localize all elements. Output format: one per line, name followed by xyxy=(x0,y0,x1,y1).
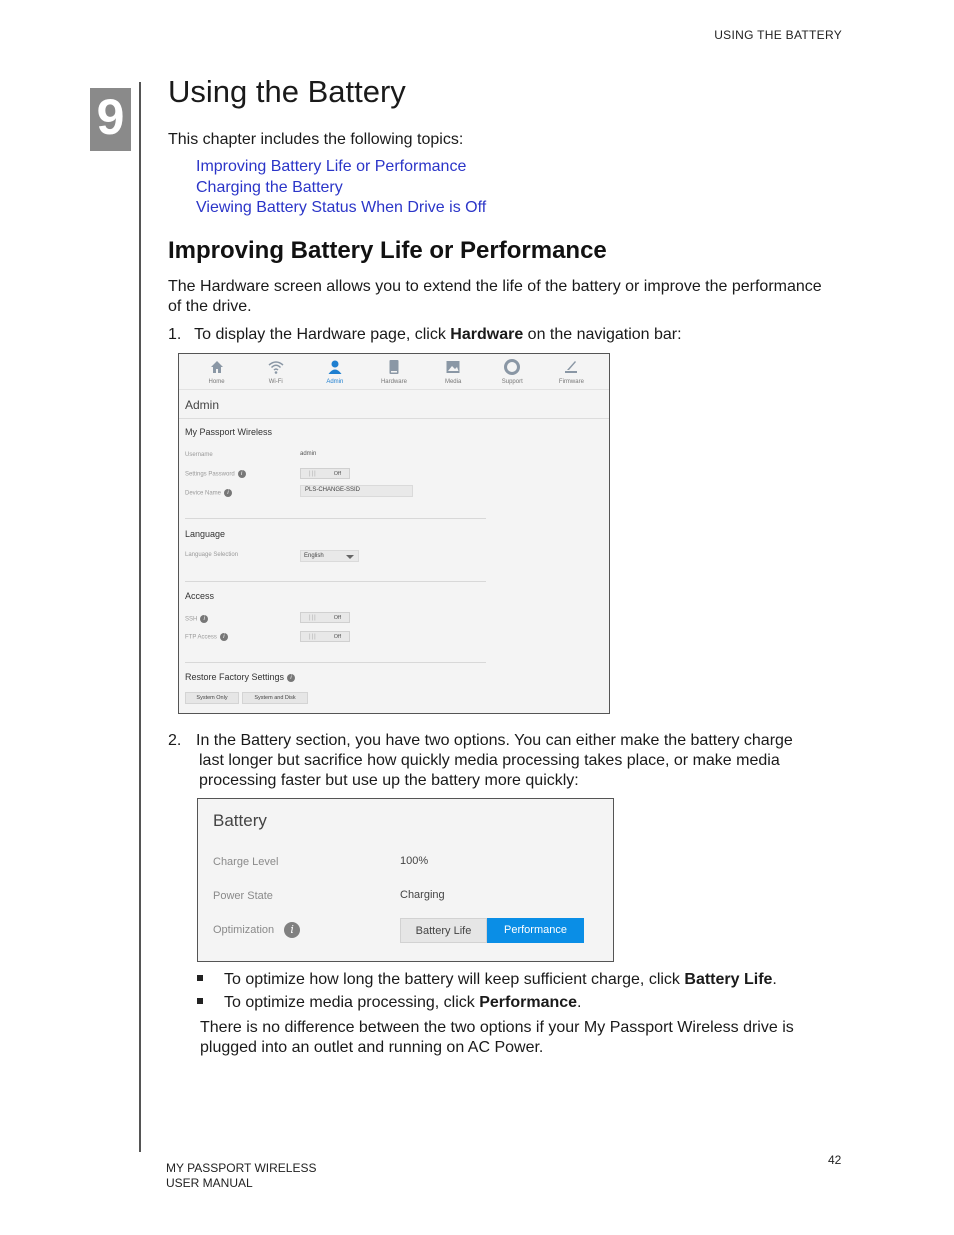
bullet-text: To optimize media processing, click xyxy=(224,994,475,1011)
toc-link-charging[interactable]: Charging the Battery xyxy=(196,178,343,196)
bullet-item xyxy=(224,993,582,1013)
step-2 xyxy=(168,731,858,791)
chapter-tab xyxy=(90,88,131,151)
running-head: USING THE BATTERY xyxy=(714,28,842,42)
step-text: To display the Hardware page, click xyxy=(194,326,446,343)
bullet-bold: Performance xyxy=(479,994,578,1011)
topic-list xyxy=(196,157,486,219)
nav-label: Admin xyxy=(326,379,344,385)
restore-section-title xyxy=(185,672,295,682)
ssh-toggle[interactable] xyxy=(300,612,350,623)
footer-product: MY PASSPORT WIRELESS xyxy=(166,1161,317,1175)
ftp-toggle[interactable] xyxy=(300,631,350,642)
toggle-state: Off xyxy=(333,634,341,640)
wifi-icon xyxy=(268,359,284,375)
device-name-text: Device Name xyxy=(185,490,222,497)
section-paragraph-line: The Hardware screen allows you to extend the life of the battery or improve the performance xyxy=(168,278,822,295)
divider xyxy=(185,518,486,519)
system-only-button[interactable]: System Only xyxy=(185,692,239,704)
settings-password-toggle[interactable] xyxy=(300,468,350,479)
nav-label: Firmware xyxy=(558,379,584,385)
nav-item-media[interactable] xyxy=(427,354,479,389)
step-text: last longer but sacrifice how quickly media processing takes place, or make media xyxy=(199,752,780,769)
step-text: on the navigation bar: xyxy=(527,326,682,343)
language-select[interactable] xyxy=(300,550,359,562)
nav-item-firmware[interactable] xyxy=(545,354,597,389)
bullet-text: . xyxy=(577,994,582,1011)
step-1 xyxy=(168,325,682,345)
footer xyxy=(166,1161,317,1191)
step-text: In the Battery section, you have two options. You can either make the battery charge xyxy=(196,732,793,749)
bullet-item xyxy=(224,970,777,990)
info-icon[interactable]: i xyxy=(220,633,228,641)
step-number: 2. xyxy=(168,732,182,749)
bullet-square-icon xyxy=(197,998,203,1004)
restore-text: Restore Factory Settings xyxy=(185,672,285,682)
hardware-icon xyxy=(386,359,402,375)
section-paragraph xyxy=(168,277,848,317)
toggle-grip: ||| xyxy=(309,634,317,640)
chapter-number: 9 xyxy=(96,89,125,145)
nav-label: Home xyxy=(208,379,225,385)
step-number: 1. xyxy=(168,326,182,343)
note-line: There is no difference between the two options if your My Passport Wireless drive is xyxy=(200,1019,794,1036)
battery-title: Battery xyxy=(213,811,267,830)
note-paragraph xyxy=(200,1018,860,1058)
power-state-label: Power State xyxy=(213,890,273,902)
firmware-icon xyxy=(563,359,579,375)
margin-rule xyxy=(139,82,141,1152)
ftp-label xyxy=(185,633,228,641)
ssh-label xyxy=(185,615,208,623)
page-number: 42 xyxy=(828,1153,842,1167)
ssh-text: SSH xyxy=(185,616,198,623)
admin-page-title: Admin xyxy=(185,398,220,412)
home-icon xyxy=(209,359,225,375)
info-icon[interactable]: i xyxy=(200,615,208,623)
nav-label: Wi-Fi xyxy=(268,379,283,385)
username-value: admin xyxy=(300,451,317,457)
info-icon[interactable]: i xyxy=(284,922,300,938)
toggle-state: Off xyxy=(333,615,341,621)
power-state-value: Charging xyxy=(400,889,445,901)
nav-label: Media xyxy=(444,379,462,385)
optimization-label xyxy=(213,922,300,938)
settings-password-text: Settings Password xyxy=(185,471,235,478)
charge-level-label: Charge Level xyxy=(213,856,279,868)
battery-life-button[interactable]: Battery Life xyxy=(400,918,487,943)
footer-manual: USER MANUAL xyxy=(166,1176,253,1190)
divider xyxy=(185,662,486,663)
device-name-label xyxy=(185,489,232,497)
info-icon[interactable]: i xyxy=(287,674,295,682)
system-and-disk-button[interactable]: System and Disk xyxy=(242,692,308,704)
section-heading: Improving Battery Life or Performance xyxy=(168,237,607,264)
nav-bar xyxy=(179,354,609,390)
section-paragraph-line: of the drive. xyxy=(168,298,252,315)
divider xyxy=(179,418,609,419)
access-section-title: Access xyxy=(185,591,215,601)
user-icon xyxy=(327,359,343,375)
media-icon xyxy=(445,359,461,375)
ftp-text: FTP Access xyxy=(185,634,217,641)
language-value: English xyxy=(304,553,324,559)
username-label: Username xyxy=(185,452,213,458)
language-section-title: Language xyxy=(185,529,226,539)
lifebuoy-icon xyxy=(504,359,520,375)
device-section-title: My Passport Wireless xyxy=(185,427,273,437)
info-icon[interactable]: i xyxy=(238,470,246,478)
note-line: plugged into an outlet and running on AC Power. xyxy=(200,1039,544,1056)
toc-link-improving[interactable]: Improving Battery Life or Performance xyxy=(196,158,467,175)
toggle-grip: ||| xyxy=(309,471,317,477)
toc-link-viewing-status[interactable]: Viewing Battery Status When Drive is Off xyxy=(196,199,487,216)
bullet-text: . xyxy=(772,971,777,988)
page-title: Using the Battery xyxy=(168,74,406,109)
nav-label: Support xyxy=(501,379,523,385)
admin-screenshot xyxy=(178,353,610,714)
optimization-text: Optimization xyxy=(213,923,275,936)
battery-screenshot xyxy=(197,798,614,962)
info-icon[interactable]: i xyxy=(224,489,232,497)
settings-password-label xyxy=(185,470,246,478)
nav-item-wifi[interactable] xyxy=(250,354,302,389)
toggle-grip: ||| xyxy=(309,615,317,621)
nav-item-support[interactable] xyxy=(486,354,538,389)
chevron-down-icon xyxy=(346,555,354,559)
step-bold: Hardware xyxy=(450,326,524,343)
bullet-bold: Battery Life xyxy=(684,971,773,988)
step-text: processing faster but use up the battery more quickly: xyxy=(199,772,579,789)
nav-label: Hardware xyxy=(380,379,407,385)
divider xyxy=(185,581,486,582)
device-name-input[interactable]: PLS-CHANGE-SSID xyxy=(300,485,413,497)
performance-button[interactable]: Performance xyxy=(487,918,584,943)
bullet-square-icon xyxy=(197,975,203,981)
bullet-text: To optimize how long the battery will keep sufficient charge, click xyxy=(224,971,680,988)
nav-item-admin[interactable] xyxy=(309,354,361,389)
nav-item-home[interactable] xyxy=(191,354,243,389)
nav-item-hardware[interactable] xyxy=(368,354,420,389)
toggle-state: Off xyxy=(333,471,341,477)
charge-level-value: 100% xyxy=(400,855,429,867)
language-selection-label: Language Selection xyxy=(185,552,239,558)
intro-text: This chapter includes the following topics: xyxy=(168,131,464,148)
